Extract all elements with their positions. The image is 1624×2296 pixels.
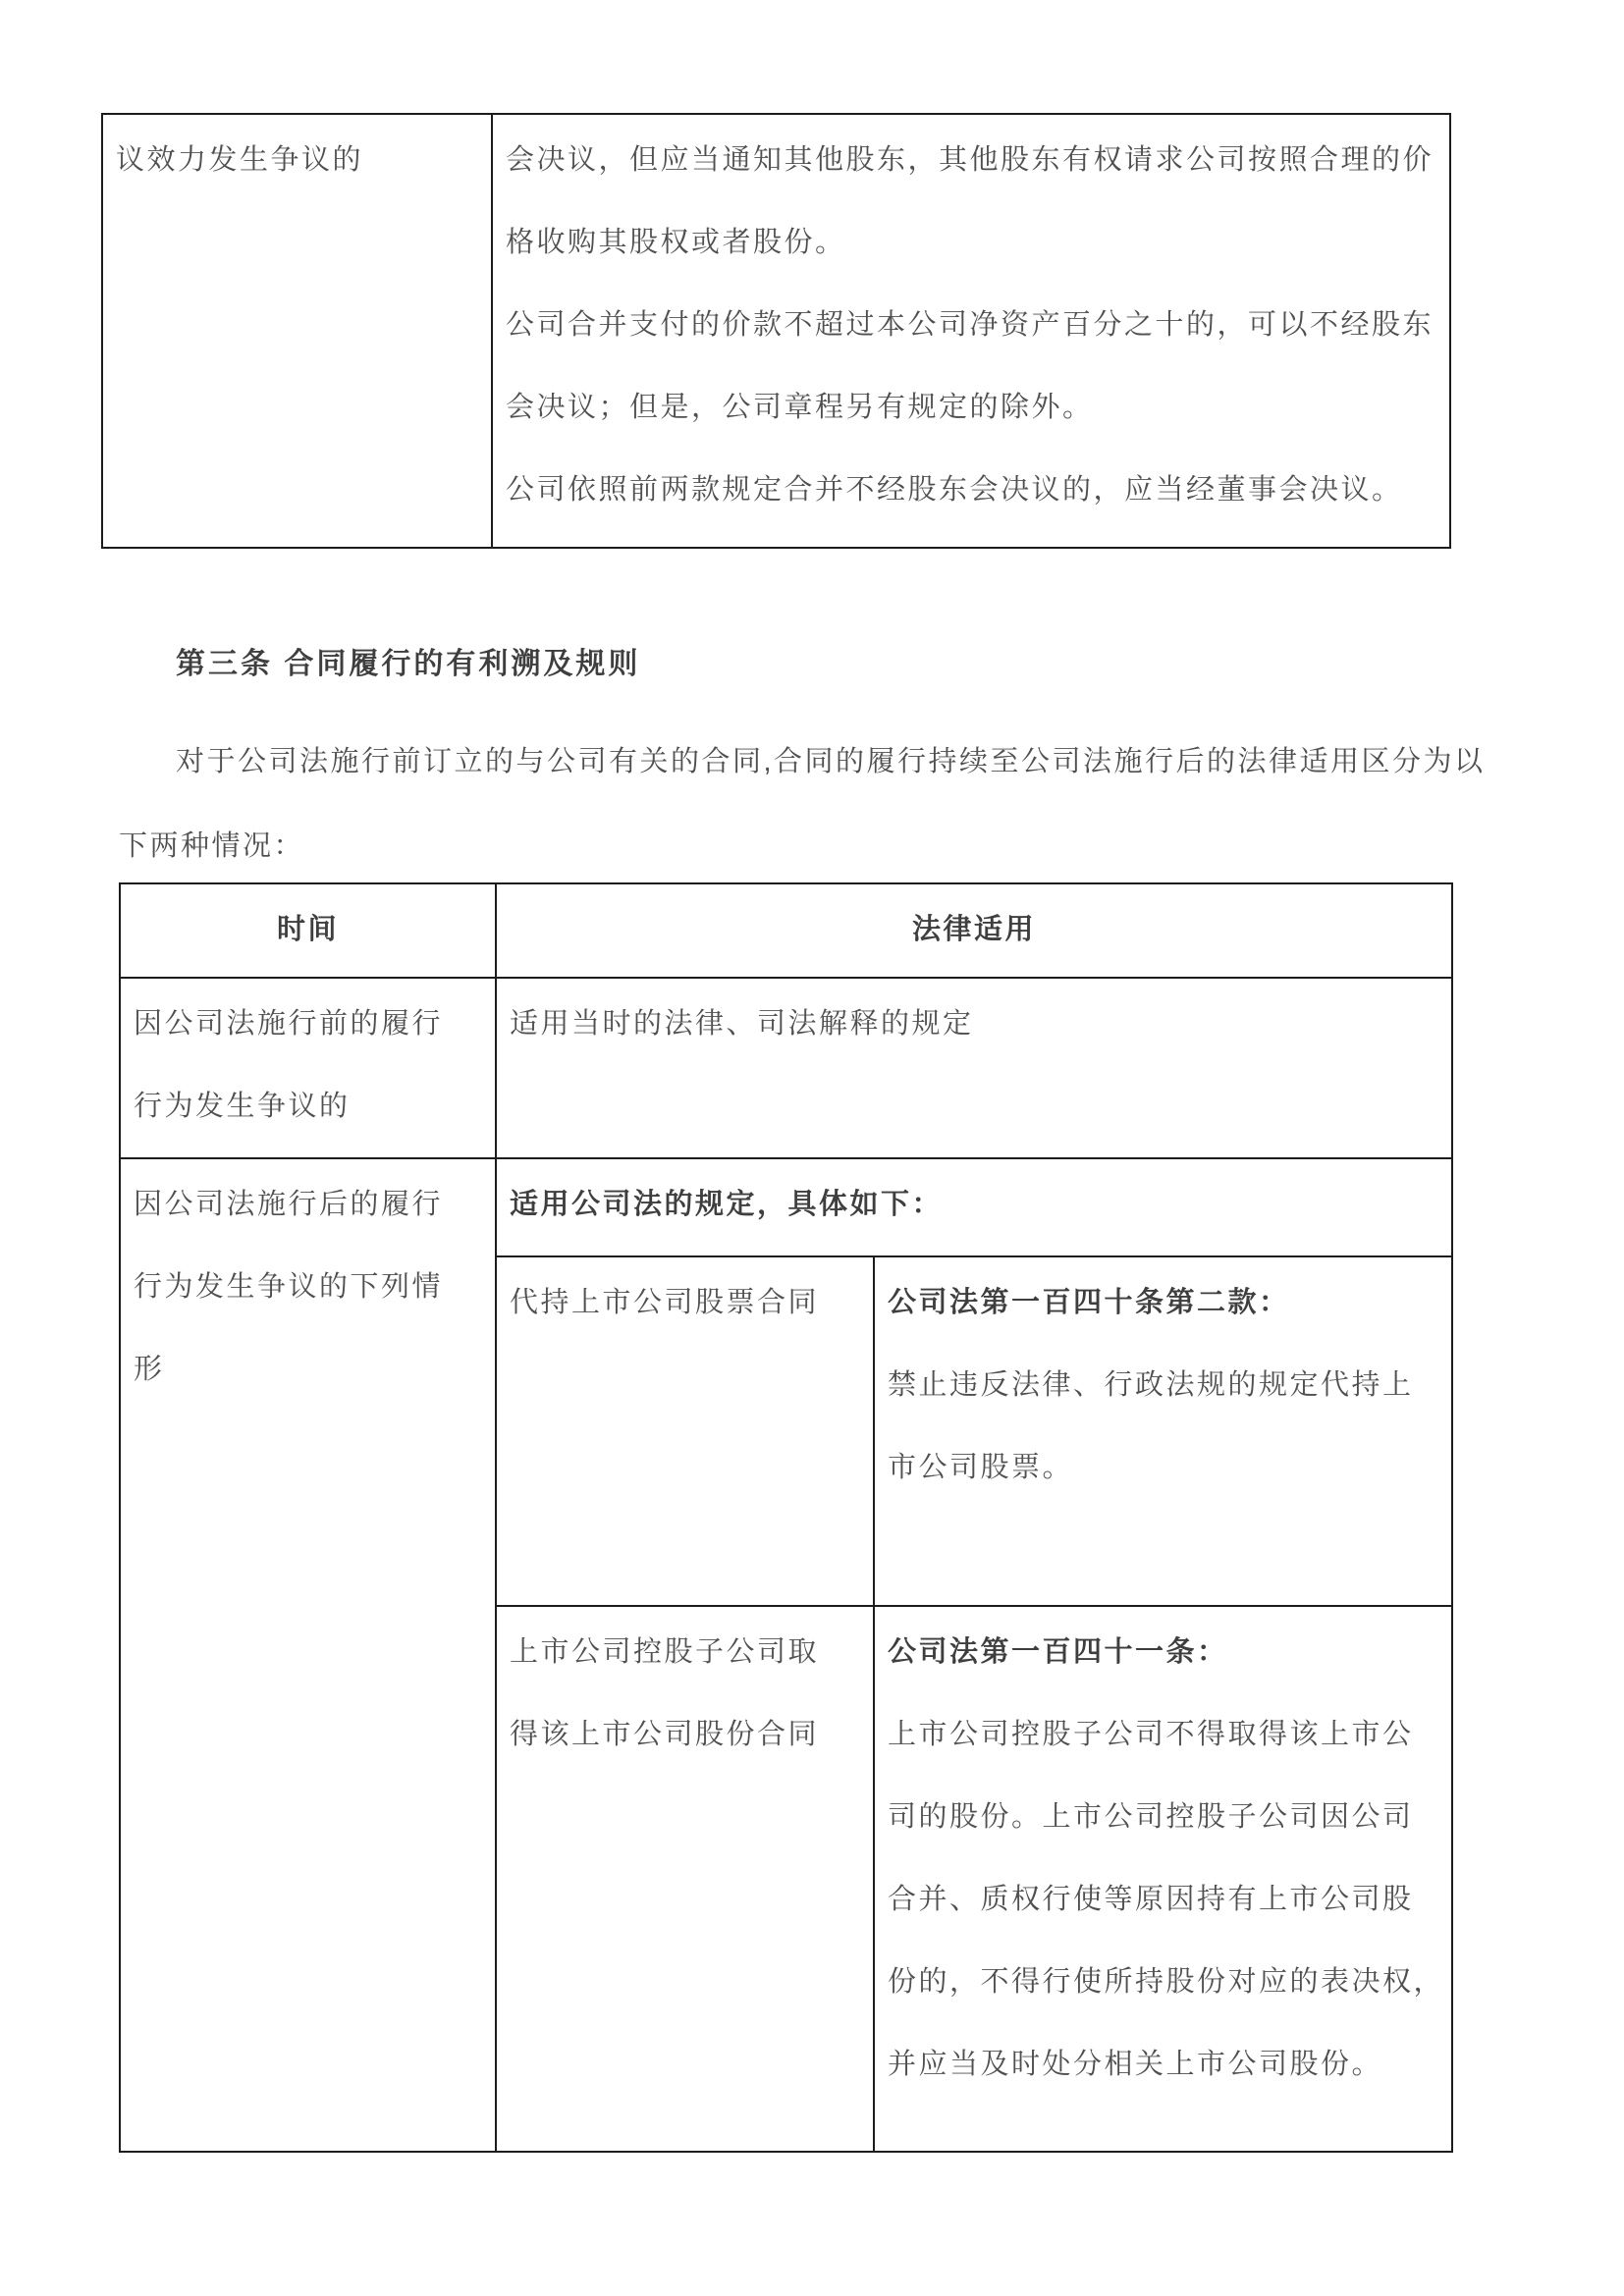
table-row-after-enactment-intro (120, 1158, 1452, 1256)
table1-right-cell (492, 114, 1450, 548)
header-law-application (496, 883, 1452, 978)
row2-intro-text: 适用公司法的规定，具体如下： (510, 1189, 944, 1220)
merger-resolution-table (101, 113, 1451, 549)
case2-contract-cell (496, 1606, 874, 2152)
row1-time-cell (120, 978, 496, 1158)
row2-intro-cell (496, 1158, 1452, 1256)
case1-law-cell (874, 1256, 1452, 1606)
header-time (120, 883, 496, 978)
case2-law-title: 公司法第一百四十一条： (888, 1636, 1228, 1668)
row1-time-text: 因公司法施行前的履行 行为发生争议的 (134, 1008, 444, 1122)
case2-contract-text: 上市公司控股子公司取 得该上市公司股份合同 (510, 1636, 820, 1750)
table-header-row (120, 883, 1452, 978)
row1-law-cell (496, 978, 1452, 1158)
case1-contract-cell (496, 1256, 874, 1606)
case1-contract-text: 代持上市公司股票合同 (510, 1287, 820, 1318)
header-law-label: 法律适用 (912, 914, 1037, 945)
case1-law-text: 禁止违反法律、行政法规的规定代持上 市公司股票。 (888, 1369, 1414, 1483)
table1-right-text: 会决议，但应当通知其他股东，其他股东有权请求公司按照合理的价 格收购其股权或者股份。 公司合并支付的价款不超过本公司净资产百分之十的，可以不经股东 会决议；但是，公司章程另有规定的除外。 公司依照前两款规定合并不经股东会决议的，应当经董事会决议。 (506, 144, 1435, 506)
intro-paragraph: 对于公司法施行前订立的与公司有关的合同,合同的履行持续至公司法施行后的法律适用区分为以 下两种情况： (119, 746, 1486, 862)
table-row-before-enactment (120, 978, 1452, 1158)
table-row (102, 114, 1450, 548)
case2-law-cell (874, 1606, 1452, 2152)
law-application-table (119, 882, 1453, 2153)
case1-law-title: 公司法第一百四十条第二款： (888, 1287, 1290, 1318)
row2-time-text: 因公司法施行后的履行 行为发生争议的下列情 形 (134, 1189, 444, 1385)
row2-time-cell (120, 1158, 496, 2152)
section-heading: 第三条 合同履行的有利溯及规则 (176, 648, 641, 680)
case2-law-text: 上市公司控股子公司不得取得该上市公 司的股份。上市公司控股子公司因公司 合并、质权行使等原因持有上市公司股 份的，不得行使所持股份对应的表决权， 并应当及时处分相关上市公司股份。 (888, 1719, 1445, 2080)
table1-left-cell (102, 114, 492, 548)
row1-law-text: 适用当时的法律、司法解释的规定 (510, 1008, 974, 1040)
header-time-label: 时间 (276, 914, 339, 945)
table1-left-text: 议效力发生争议的 (116, 144, 364, 176)
